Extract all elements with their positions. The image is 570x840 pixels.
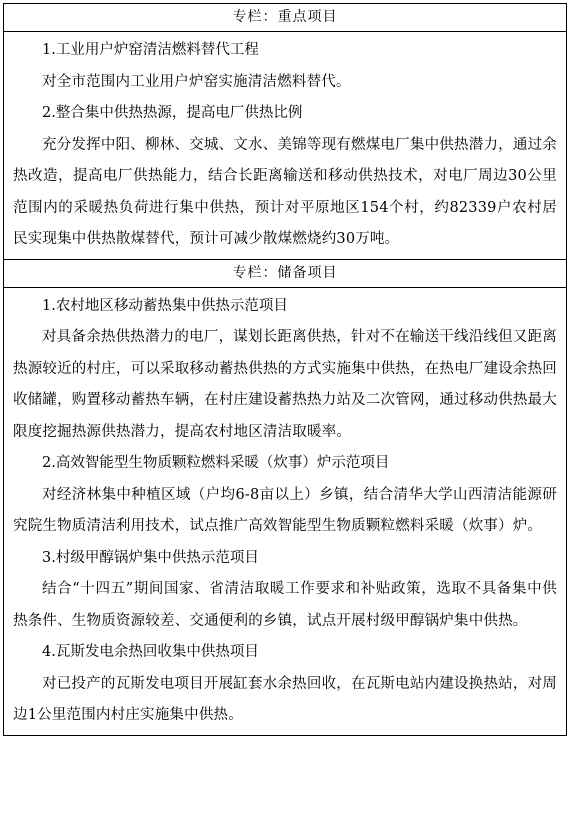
section-header-key-projects: 专栏：重点项目 — [4, 4, 566, 32]
item-title: 2.高效智能型生物质颗粒燃料采暖（炊事）炉示范项目 — [42, 455, 390, 471]
item-body: 结合“十四五”期间国家、省清洁取暖工作要求和补贴政策，选取不具备集中供热条件、生物质资源较差、交通便利的乡镇，试点开展村级甲醇锅炉集中供热。 — [13, 581, 557, 629]
item-body: 对全市范围内工业用户炉窑实施清洁燃料替代。 — [42, 73, 351, 90]
item-title: 1.工业用户炉窑清洁燃料替代工程 — [42, 42, 259, 58]
project-table — [3, 3, 567, 736]
item-title: 1.农村地区移动蓄热集中供热示范项目 — [42, 297, 288, 314]
item-title: 2.整合集中供热热源，提高电厂供热比例 — [42, 105, 303, 121]
section-reserve-projects — [4, 288, 566, 735]
item-body: 对已投产的瓦斯发电项目开展缸套水余热回收，在瓦斯电站内建设换热站，对周边1公里范围内村庄实施集中供热。 — [13, 675, 557, 723]
section-header-reserve-projects: 专栏：储备项目 — [4, 260, 566, 288]
item-title: 3.村级甲醇锅炉集中供热示范项目 — [42, 549, 259, 566]
item-body: 对具备余热供热潜力的电厂，谋划长距离供热，针对不在输送干线沿线但又距离热源较近的村庄，可以采取移动蓄热供热的方式实施集中供热，在热电厂建设余热回收储罐，购置移动蓄热车辆，在村庄建设蓄热热力站及二次管网，通过移动供热最大限度挖掘热源供热潜力，提高农村地区清洁取暖率。 — [13, 329, 557, 440]
item-body: 对经济林集中种植区域（户均6-8亩以上）乡镇，结合清华大学山西清洁能源研究院生物质清洁利用技术，试点推广高效智能型生物质颗粒燃料采暖（炊事）炉。 — [13, 486, 557, 534]
section-key-projects — [4, 32, 566, 260]
item-body: 充分发挥中阳、柳林、交城、文水、美锦等现有燃煤电厂集中供热潜力，通过余热改造，提高电厂供热能力，结合长距离输送和移动供热技术，对电厂周边30公里范围内的采暖热负荷进行集中供热，预计对平原地区154个村，约82339户农村居民实现集中供热散煤替代，预计可减少散煤燃烧约30万吨。 — [13, 136, 557, 247]
item-title: 4.瓦斯发电余热回收集中供热项目 — [42, 644, 259, 660]
